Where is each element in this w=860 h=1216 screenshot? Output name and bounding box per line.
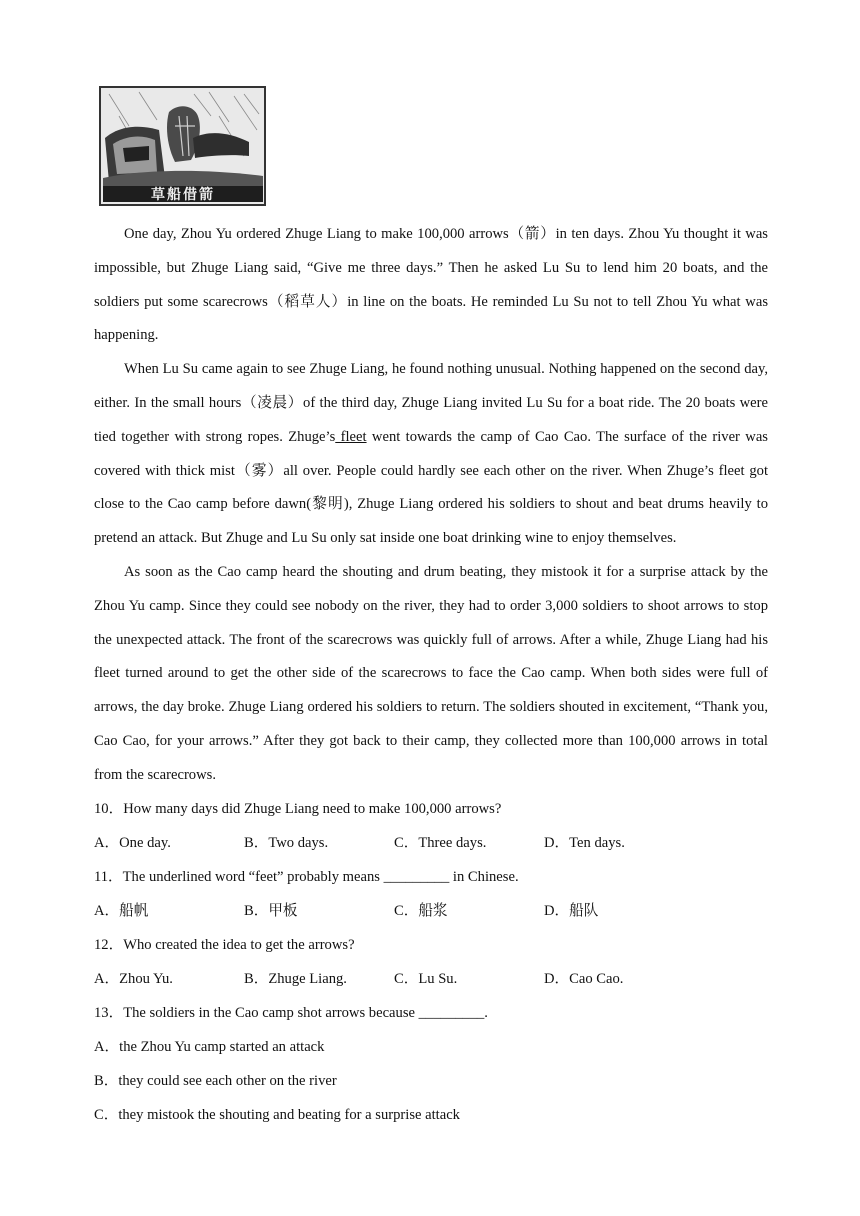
answer-option: A．the Zhou Yu camp started an attack <box>94 1039 325 1055</box>
passage-paragraph-1: One day, Zhou Yu ordered Zhuge Liang to make 100,000 arrows（箭）in ten days. Zhou Yu thought it was impossible, but Zhuge Liang said, “Give me three days.” Then he asked Lu Su to lend him 20 boats, and the soldiers put some scarecrows（稻草人）in line on the boats. He reminded Lu Su not to tell Zhou Yu what was happening. <box>94 226 768 344</box>
answer-option: C．Three days. <box>394 835 487 851</box>
answer-option: C．船浆 <box>394 903 448 919</box>
passage-text: When Lu Su came again to see Zhuge Liang, he found nothing unusual. Nothing happened on the second day, either. In the small hours（凌晨）of the third day, Zhuge Liang invited Lu Su for a boat ride. The 20 boats were tied together with strong ropes. Zhuge’s <box>94 361 768 445</box>
answer-option: D．船队 <box>544 903 599 919</box>
question-stem: 11．The underlined word “feet” probably means _________ in Chinese. <box>94 869 519 885</box>
answer-option: D．Cao Cao. <box>544 971 624 987</box>
question-stem: 10．How many days did Zhuge Liang need to make 100,000 arrows? <box>94 801 502 817</box>
answer-option: B．they could see each other on the river <box>94 1073 337 1089</box>
svg-text:草船借箭: 草船借箭 <box>151 187 215 203</box>
passage <box>94 218 768 793</box>
answer-option: A．Zhou Yu. <box>94 971 173 987</box>
passage-paragraph-3: As soon as the Cao camp heard the shouting and drum beating, they mistook it for a surprise attack by the Zhou Yu camp. Since they could see nobody on the river, they had to order 3,000 soldiers to shoot arrows to stop the unexpected attack. The front of the scarecrows was quickly full of arrows. After a while, Zhuge Liang had his fleet turned around to get the other side of the scarecrows to face the Cao camp. When both sides were full of arrows, the day broke. Zhuge Liang ordered his soldiers to return. The soldiers shouted in excitement, “Thank you, Cao Cao, for your arrows.” After they got back to their camp, they collected more than 100,000 arrows in total from the scarecrows. <box>94 563 768 783</box>
passage-paragraph-2 <box>94 353 768 556</box>
question-stem: 13．The soldiers in the Cao camp shot arrows because _________. <box>94 1005 488 1021</box>
answer-option: B．Two days. <box>244 835 329 851</box>
answer-option: D．Ten days. <box>544 835 625 851</box>
boat-illustration <box>99 86 266 206</box>
answer-option: B．甲板 <box>244 903 298 919</box>
underlined-word: fleet <box>335 428 367 445</box>
answer-option: A．船帆 <box>94 903 149 919</box>
question-stem: 12．Who created the idea to get the arrows? <box>94 937 355 953</box>
answer-option: A．One day. <box>94 835 171 851</box>
passage-text: went towards the camp of Cao Cao. The surface of the river was covered with thick mist（雾）all over. People could hardly see each other on the river. When Zhuge’s fleet got close to the Cao camp before dawn(黎明), Zhuge Liang ordered his soldiers to shout and beat drums heavily to pretend an attack. But Zhuge and Lu Su only sat inside one boat drinking wine to enjoy themselves. <box>94 428 768 547</box>
answer-option: C．Lu Su. <box>394 971 458 987</box>
answer-option: B．Zhuge Liang. <box>244 971 347 987</box>
answer-option: C．they mistook the shouting and beating for a surprise attack <box>94 1107 460 1123</box>
